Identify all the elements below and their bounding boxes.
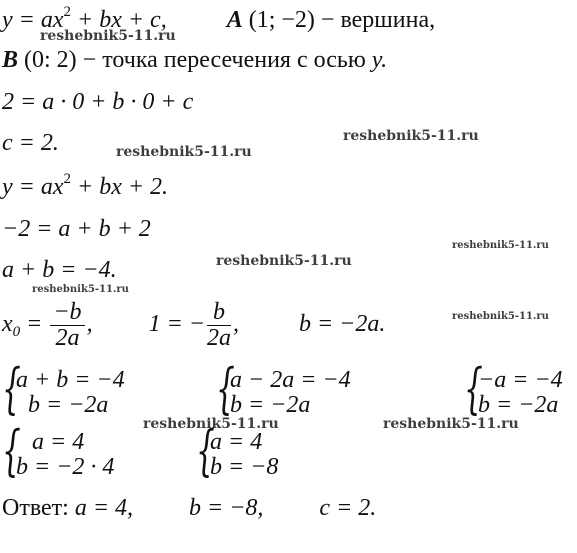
exponent: 2 bbox=[63, 4, 71, 20]
system-brace: { bbox=[464, 357, 483, 420]
equation-line-5 bbox=[2, 171, 169, 200]
exponent: 2 bbox=[63, 171, 71, 187]
answer-line bbox=[2, 496, 376, 520]
answer-c: c = 2. bbox=[319, 495, 377, 521]
system-row: b = −2a bbox=[230, 392, 311, 418]
quadratic-form-rest: + bx + c, bbox=[71, 7, 167, 33]
answer-a: a = 4, bbox=[74, 495, 134, 521]
answer-b: b = −8, bbox=[189, 495, 264, 521]
b-expression: b = −2a. bbox=[298, 311, 386, 338]
system-row: b = −8 bbox=[210, 454, 279, 480]
system-2 bbox=[216, 357, 386, 420]
subscript: 0 bbox=[12, 324, 21, 341]
equation-line-8 bbox=[2, 300, 385, 351]
system-row: b = −2a bbox=[28, 392, 109, 418]
watermark: reshebnik5-11.ru bbox=[343, 128, 479, 144]
x-vertex: x bbox=[2, 311, 13, 338]
point-a-label: A bbox=[226, 7, 243, 33]
system-row: b = −2 · 4 bbox=[16, 454, 115, 480]
fraction-numerator-2: b bbox=[207, 300, 231, 326]
answer-label: Ответ: bbox=[2, 495, 75, 521]
system-3 bbox=[464, 357, 576, 420]
system-row: a + b = −4 bbox=[16, 367, 125, 393]
vertex-fraction-2 bbox=[207, 300, 231, 351]
system-row: b = −2a bbox=[478, 392, 559, 418]
equation-line-7: a + b = −4. bbox=[2, 257, 117, 283]
watermark: reshebnik5-11.ru bbox=[383, 416, 519, 432]
watermark: reshebnik5-11.ru bbox=[452, 311, 549, 322]
fraction-numerator: −b bbox=[50, 300, 84, 326]
vertex-fraction bbox=[50, 300, 84, 351]
watermark: reshebnik5-11.ru bbox=[32, 284, 129, 295]
system-row: a = 4 bbox=[210, 429, 263, 455]
system-row: a − 2a = −4 bbox=[230, 367, 351, 393]
system-4 bbox=[2, 419, 152, 482]
system-brace: { bbox=[216, 357, 235, 420]
fraction-denominator-2: 2a bbox=[206, 325, 231, 352]
watermark: reshebnik5-11.ru bbox=[143, 416, 279, 432]
system-brace: { bbox=[2, 357, 21, 420]
comma: , bbox=[232, 311, 239, 338]
system-row: −a = −4 bbox=[478, 367, 563, 393]
axis-name: y. bbox=[371, 47, 388, 73]
quadratic-substituted-rest: + bx + 2. bbox=[71, 174, 169, 200]
fraction-denominator: 2a bbox=[55, 325, 80, 352]
system-1 bbox=[2, 357, 152, 420]
equation-line-4: c = 2. bbox=[2, 130, 59, 156]
system-brace: { bbox=[196, 419, 215, 482]
equation-line-3: 2 = a · 0 + b · 0 + c bbox=[2, 89, 194, 115]
point-b-description: (0: 2) − точка пересечения с осью bbox=[18, 47, 372, 73]
watermark: reshebnik5-11.ru bbox=[452, 240, 549, 251]
system-5 bbox=[196, 419, 316, 482]
point-a-description: (1; −2) − вершина, bbox=[242, 7, 436, 33]
watermark: reshebnik5-11.ru bbox=[216, 253, 352, 269]
equation-line-2 bbox=[2, 48, 387, 72]
watermark: reshebnik5-11.ru bbox=[40, 28, 176, 44]
quadratic-substituted: y = ax bbox=[2, 174, 64, 200]
system-row: a = 4 bbox=[32, 429, 85, 455]
equals-sign: = bbox=[20, 311, 43, 338]
equation-line-6: −2 = a + b + 2 bbox=[2, 216, 151, 242]
vertex-equation: 1 = − bbox=[148, 311, 205, 338]
comma: , bbox=[86, 311, 93, 338]
quadratic-form: y = ax bbox=[2, 7, 64, 33]
system-brace: { bbox=[2, 419, 21, 482]
watermark: reshebnik5-11.ru bbox=[116, 144, 252, 160]
point-b-label: B bbox=[2, 47, 19, 73]
